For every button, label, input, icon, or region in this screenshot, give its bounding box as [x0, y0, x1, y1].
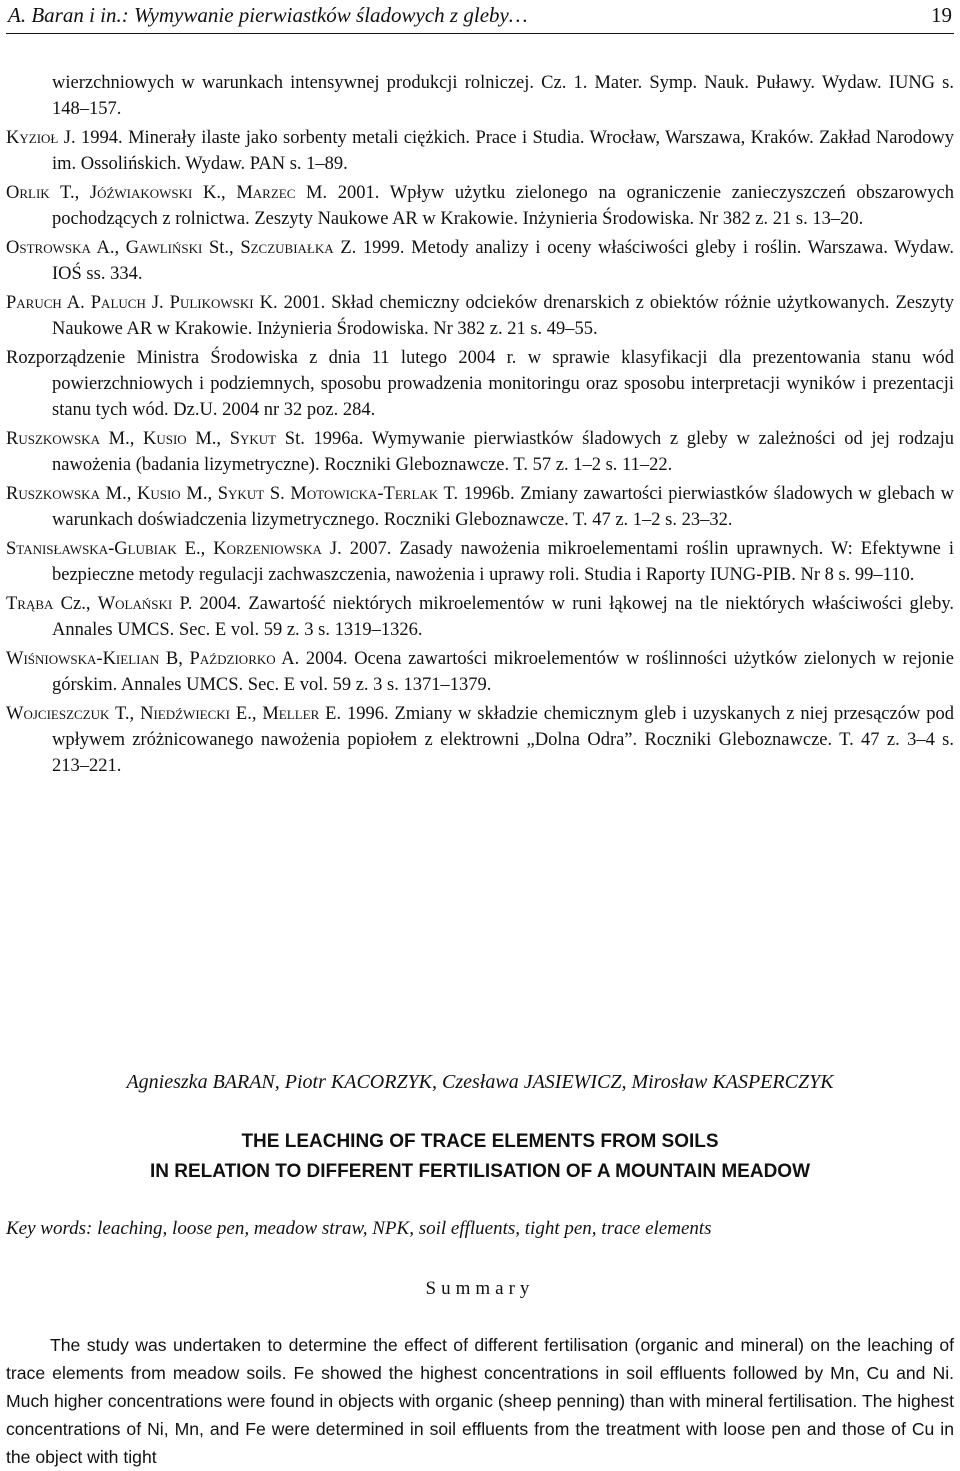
reference-author: Ruszkowska — [6, 429, 100, 449]
running-title: A. Baran i in.: Wymywanie pierwiastków śladowych z gleby… — [8, 3, 528, 27]
reference-author: Marzec — [236, 183, 296, 203]
reference-author: Paluch — [90, 293, 146, 313]
reference-text: S. — [264, 484, 291, 504]
reference-text: Rozporządzenie Ministra Środowiska z dnia 11 lutego 2004 r. w sprawie klasyfikacji dla prezentowania stanu wód powierzchniowych i podziemnych, sposobu prowadzenia monitoringu oraz sposobu interpretacji wyników i prezentacji stanu tych wód. Dz.U. 2004 nr 32 poz. 284. — [6, 348, 954, 420]
reference-text: Cz., — [53, 594, 98, 614]
paper-title-line-1: THE LEACHING OF TRACE ELEMENTS FROM SOILS — [241, 1131, 719, 1152]
reference-author: Jóźwiakowski — [89, 183, 193, 203]
reference-text: M., — [99, 484, 137, 504]
reference-text: St. 1996a. Wymywanie pierwiastków śladowych z gleby w zależności od jej rodzaju nawożenia (badania lizymetryczne). Roczniki Gleboznawcze. T. 57 z. 1–2 s. 11–22. — [52, 429, 955, 475]
reference-entry — [6, 646, 954, 698]
reference-text: E. 1996. Zmiany w składzie chemicznym gleb i uzyskanych z niej przesączów pod wpływem zróżnicowanego nawożenia popiołem z elektrowni „Dolna Odra”. Roczniki Gleboznawcze. T. 47 z. 3–4 s. 213–221. — [52, 704, 954, 776]
reference-entry — [6, 591, 954, 643]
reference-author: Ostrowska — [6, 238, 91, 258]
reference-author: Paruch — [6, 293, 62, 313]
page-number: 19 — [931, 3, 952, 27]
reference-author: Niedźwiecki — [140, 704, 230, 724]
reference-author: Kusio — [137, 484, 181, 504]
paper-title-line-2: IN RELATION TO DIFFERENT FERTILISATION OF A MOUNTAIN MEADOW — [149, 1161, 811, 1182]
reference-text: P. 2004. Zawartość niektórych mikroelementów w runi łąkowej na tle niektórych właściwości gleby. Annales UMCS. Sec. E vol. 59 z. 3 s. 1319–1326. — [52, 594, 954, 640]
reference-text: J. 2007. Zasady nawożenia mikroelementami roślin uprawnych. W: Efektywne i bezpieczne metody regulacji zachwaszczenia, nawożenia i uprawy roli. Studia i Raporty IUNG-PIB. Nr 8 s. 99–110. — [52, 539, 954, 585]
reference-text: K. 2001. Skład chemiczny odcieków drenarskich z obiektów różnie użytkowanych. Zeszyty Naukowe AR w Krakowie. Inżynieria Środowiska. Nr 382 z. 21 s. 49–55. — [52, 293, 955, 339]
reference-text: B, — [159, 649, 190, 669]
keywords-line: Key words: leaching, loose pen, meadow straw, NPK, soil effluents, tight pen, trace elements — [6, 1218, 712, 1239]
reference-list — [6, 70, 954, 782]
reference-text: J. 1994. Minerały ilaste jako sorbenty metali ciężkich. Prace i Studia. Wrocław, Warszawa, Kraków. Zakład Narodowy im. Ossolińskich. Wydaw. PAN s. 1–89. — [52, 128, 954, 174]
reference-text: T. 1996b. Zmiany zawartości pierwiastków śladowych w glebach w warunkach doświadczenia lizymetrycznego. Roczniki Gleboznawcze. T. 47 z. 1–2 s. 23–32. — [52, 484, 954, 530]
reference-author: Wojcieszczuk — [6, 704, 110, 724]
reference-author: Ruszkowska — [6, 484, 100, 504]
reference-text: A. — [61, 293, 91, 313]
reference-text: M., — [186, 429, 230, 449]
reference-author: Gawliński — [125, 238, 203, 258]
reference-entry — [6, 235, 954, 287]
reference-text: A., — [90, 238, 126, 258]
reference-author: Kusio — [142, 429, 187, 449]
reference-author: Pulikowski — [169, 293, 254, 313]
reference-entry — [6, 481, 954, 533]
reference-author: Sykut — [229, 429, 277, 449]
reference-author: Stanisławska-Glubiak — [6, 539, 177, 559]
reference-author: Kyzioł — [6, 128, 59, 148]
summary-paragraph: The study was undertaken to determine the effect of different fertilisation (organic and mineral) on the leaching of trace elements from meadow soils. Fe showed the highest concentrations in soil effluents followed by Mn, Cu and Ni. Much higher concentrations were found in objects with organic (sheep penning) than with mineral fertilisation. The highest concentrations of Ni, Mn, and Fe were determined in soil effluents from the treatment with loose pen and those of Cu in the object with tight — [6, 1335, 954, 1467]
running-header — [6, 2, 954, 28]
reference-text: St., — [202, 238, 241, 258]
reference-author: Wolański — [97, 594, 173, 614]
reference-text: A. 2004. Ocena zawartości mikroelementów w roślinności użytków zielonych w rejonie górskim. Annales UMCS. Sec. E vol. 59 z. 3 s. 1371–1379. — [52, 649, 955, 695]
reference-text: M. 2001. Wpływ użytku zielonego na ograniczenie zanieczyszczeń obszarowych pochodzących z rolnictwa. Zeszyty Naukowe AR w Krakowie. Inżynieria Środowiska. Nr 382 z. 21 s. 13–20. — [52, 183, 954, 229]
reference-entry — [6, 536, 954, 588]
reference-text: wierzchniowych w warunkach intensywnej produkcji rolniczej. Cz. 1. Mater. Symp. Nauk. Puławy. Wydaw. IUNG s. 148–157. — [52, 73, 954, 119]
reference-author: Meller — [262, 704, 320, 724]
reference-entry — [6, 70, 954, 122]
reference-author: Paździorko — [189, 649, 276, 669]
reference-text: J. — [145, 293, 170, 313]
reference-author: Wiśniowska-Kielian — [6, 649, 160, 669]
reference-entry — [6, 701, 954, 779]
reference-author: Szczubiałka — [240, 238, 334, 258]
reference-author: Korzeniowska — [213, 539, 322, 559]
reference-author: Motowicka-Terlak — [290, 484, 439, 504]
reference-text: Z. 1999. Metody analizy i oceny właściwości gleby i roślin. Warszawa. Wydaw. IOŚ ss. 334. — [52, 238, 954, 284]
reference-text: E., — [176, 539, 214, 559]
header-rule — [6, 33, 954, 34]
summary-heading: Summary — [425, 1278, 535, 1299]
reference-text: M., — [99, 429, 143, 449]
reference-entry — [6, 125, 954, 177]
reference-author: Trąba — [6, 594, 54, 614]
reference-text: E., — [229, 704, 263, 724]
reference-entry — [6, 180, 954, 232]
reference-entry — [6, 426, 954, 478]
reference-author: Orlik — [6, 183, 50, 203]
reference-text: T., — [49, 183, 90, 203]
reference-text: M., — [180, 484, 218, 504]
reference-text: T., — [109, 704, 141, 724]
paper-title — [0, 1127, 960, 1187]
authors-line: Agnieszka BARAN, Piotr KACORZYK, Czesława JASIEWICZ, Mirosław KASPERCZYK — [126, 1071, 834, 1093]
reference-entry — [6, 345, 954, 423]
reference-entry — [6, 290, 954, 342]
reference-text: K., — [192, 183, 237, 203]
reference-author: Sykut — [217, 484, 265, 504]
